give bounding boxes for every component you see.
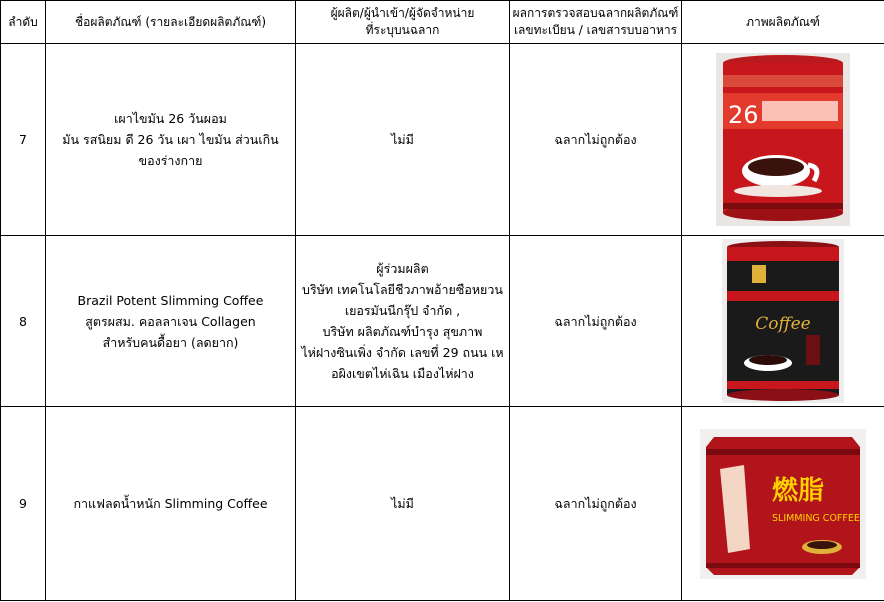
header-image: ภาพผลิตภัณฑ์ bbox=[682, 1, 884, 44]
maker-line: ไม่มี bbox=[391, 132, 414, 147]
svg-text:26: 26 bbox=[728, 101, 759, 129]
svg-text:燃脂: 燃脂 bbox=[772, 475, 825, 506]
product-image-cell bbox=[682, 44, 884, 236]
header-maker bbox=[296, 1, 510, 44]
header-maker-line2: ที่ระบุบนฉลาก bbox=[365, 23, 440, 37]
header-maker-line1: ผู้ผลิต/ผู้นำเข้า/ผู้จัดจำหน่าย bbox=[330, 6, 475, 20]
maker-line: บริษัท เทคโนโลยีชีวภาพอ้ายซือหยวน bbox=[302, 282, 503, 297]
header-product: ชื่อผลิตภัณฑ์ (รายละเอียดผลิตภัณฑ์) bbox=[46, 1, 296, 44]
header-result-line2: เลขทะเบียน / เลขสารบบอาหาร bbox=[513, 23, 678, 37]
product-line: กาแฟลดน้ำหนัก Slimming Coffee bbox=[73, 496, 268, 511]
product-line: เผาไขมัน 26 วันผอม bbox=[114, 111, 227, 126]
product-description bbox=[46, 407, 296, 601]
maker-info bbox=[296, 236, 510, 407]
svg-text:Coffee: Coffee bbox=[755, 314, 811, 334]
maker-info bbox=[296, 44, 510, 236]
row-number: 7 bbox=[1, 44, 46, 236]
product-line: สูตรผสม. คอลลาเจน Collagen bbox=[85, 313, 256, 329]
maker-info bbox=[296, 407, 510, 601]
row-number: 9 bbox=[1, 407, 46, 601]
product-image-cell bbox=[682, 236, 884, 407]
maker-line: ไม่มี bbox=[391, 496, 414, 511]
maker-line: อผิงเขตไห่เฉิน เมืองไห่ฝาง bbox=[331, 366, 474, 381]
header-no: ลำดับ bbox=[1, 1, 46, 44]
label-result: ฉลากไม่ถูกต้อง bbox=[510, 236, 682, 407]
table-row bbox=[1, 44, 884, 236]
maker-line: บริษัท ผลิตภัณฑ์บำรุง สุขภาพ bbox=[322, 324, 483, 339]
black-coffee-can-icon bbox=[722, 239, 844, 403]
product-description bbox=[46, 44, 296, 236]
svg-text:SLIMMING COFFEE: SLIMMING COFFEE bbox=[772, 512, 860, 524]
product-line: สำหรับคนดื้อยา (ลดยาก) bbox=[102, 334, 239, 350]
row-number: 8 bbox=[1, 236, 46, 407]
maker-line: ผู้ร่วมผลิต bbox=[376, 261, 429, 276]
header-result bbox=[510, 1, 682, 44]
product-line: ของร่างกาย bbox=[138, 153, 203, 168]
product-line: Brazil Potent Slimming Coffee bbox=[77, 292, 264, 308]
table-row bbox=[1, 407, 884, 601]
red-coffee-can-icon bbox=[716, 53, 850, 226]
product-image-cell bbox=[682, 407, 884, 601]
maker-line: เยอรมันนีกรุ๊ป จำกัด , bbox=[344, 303, 461, 318]
octagonal-coffee-tin-icon bbox=[700, 429, 866, 579]
product-description bbox=[46, 236, 296, 407]
header-row bbox=[1, 1, 884, 44]
table-row bbox=[1, 236, 884, 407]
label-result: ฉลากไม่ถูกต้อง bbox=[510, 407, 682, 601]
maker-line: ไห่ฝางซินเพิ่ง จำกัด เลขที่ 29 ถนน เห bbox=[301, 345, 504, 360]
product-line: มัน รสนิยม ดี 26 วัน เผา ไขมัน ส่วนเกิน bbox=[62, 132, 279, 147]
header-result-line1: ผลการตรวจสอบฉลากผลิตภัณฑ์ bbox=[512, 6, 679, 20]
label-result: ฉลากไม่ถูกต้อง bbox=[510, 44, 682, 236]
